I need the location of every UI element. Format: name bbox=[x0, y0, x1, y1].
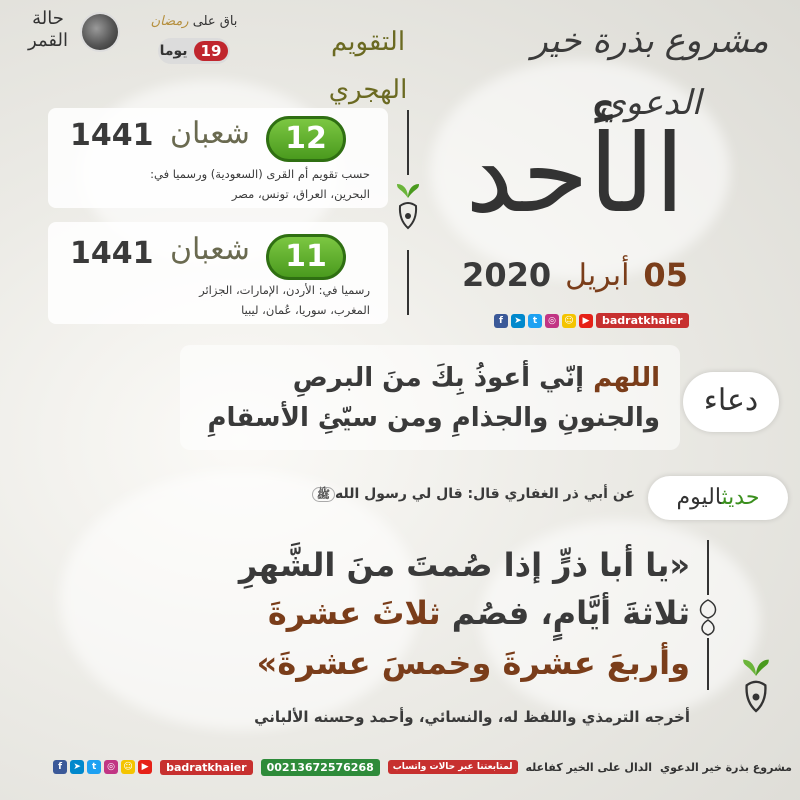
hijri-note-line1: رسميا في: الأردن، الإمارات، الجزائر bbox=[199, 283, 370, 297]
telegram-icon[interactable]: ➤ bbox=[70, 760, 84, 774]
ramadan-countdown bbox=[148, 12, 240, 70]
hijri-note-line2: البحرين، العراق، تونس، مصر bbox=[231, 187, 370, 201]
dua-panel bbox=[180, 345, 680, 450]
hijri-year: 1441 bbox=[70, 118, 154, 153]
badra-logo-icon bbox=[740, 655, 772, 725]
facebook-icon[interactable]: f bbox=[53, 760, 67, 774]
salutation-mark: ﷺ bbox=[312, 487, 335, 502]
hadith-intro bbox=[308, 486, 635, 504]
ramadan-prefix: باق على bbox=[192, 14, 238, 29]
gregorian-month: أبريل bbox=[565, 257, 630, 293]
hadith-line-3-end: عشرةَ» bbox=[256, 644, 371, 682]
youtube-icon[interactable]: ▶ bbox=[579, 314, 593, 328]
calendar-title: التقويم الهجري bbox=[328, 27, 408, 105]
footer-handle[interactable]: badratkhaier bbox=[160, 760, 253, 775]
hadith-line-3-highlight: وأربعَ عشرةَ وخمسَ bbox=[370, 644, 690, 682]
hijri-day-badge: 12 bbox=[266, 116, 346, 162]
divider-line bbox=[407, 250, 409, 315]
telegram-icon[interactable]: ➤ bbox=[511, 314, 525, 328]
hadith-label-a: حديث bbox=[721, 485, 760, 510]
footer-contact-label: لمتابعتنا عبر حالات واتساب bbox=[388, 760, 518, 774]
snapchat-icon[interactable]: ☺ bbox=[562, 314, 576, 328]
footer-project: مشروع بذرة خير الدعوي bbox=[659, 760, 792, 774]
hijri-date-card-2 bbox=[48, 222, 388, 324]
gregorian-year: 2020 bbox=[462, 256, 552, 294]
hadith-label bbox=[648, 476, 788, 520]
project-title: مشروع بذرة خير الدعوي bbox=[531, 21, 769, 123]
footer-motto: الدال على الخير كفاعله bbox=[525, 760, 652, 774]
hijri-month: شعبان bbox=[170, 116, 250, 151]
facebook-icon[interactable]: f bbox=[494, 314, 508, 328]
ramadan-word: رمضان bbox=[150, 14, 189, 29]
twitter-icon[interactable]: t bbox=[87, 760, 101, 774]
instagram-icon[interactable]: ◎ bbox=[104, 760, 118, 774]
weekday-name: الأحد bbox=[465, 112, 685, 237]
hadith-source: أخرجه الترمذي واللفظ له، والنسائي، وأحمد وحسنه الألباني bbox=[254, 708, 690, 726]
moon-label: حالة القمر bbox=[28, 8, 68, 51]
hijri-note-line2: المغرب، سوريا، عُمان، ليبيا bbox=[241, 303, 370, 317]
gregorian-day: 05 bbox=[643, 256, 688, 294]
dua-line-1 bbox=[293, 363, 660, 393]
hijri-month: شعبان bbox=[170, 232, 250, 267]
hijri-year: 1441 bbox=[70, 236, 154, 271]
hijri-day-badge: 11 bbox=[266, 234, 346, 280]
dua-line-1-text: إنّي أعوذُ بِكَ منَ البرصِ bbox=[292, 363, 594, 393]
youtube-icon[interactable]: ▶ bbox=[138, 760, 152, 774]
hadith-intro-text: عن أبي ذر الغفاري قال: قال لي رسول الله bbox=[335, 486, 635, 502]
instagram-icon[interactable]: ◎ bbox=[545, 314, 559, 328]
dua-highlight: اللهم bbox=[593, 363, 660, 393]
hadith-line-2-highlight: ثلاثَ عشرةَ bbox=[267, 594, 441, 632]
hadith-label-b: اليوم bbox=[676, 485, 722, 510]
twitter-icon[interactable]: t bbox=[528, 314, 542, 328]
dua-line-2: والجنونِ والجذامِ ومن سيّئِ الأسقامِ bbox=[207, 403, 660, 433]
ramadan-days-unit: يوما bbox=[159, 43, 188, 59]
ramadan-days-number: 19 bbox=[194, 41, 229, 61]
snapchat-icon[interactable]: ☺ bbox=[121, 760, 135, 774]
social-handle[interactable]: badratkhaier bbox=[596, 313, 689, 328]
ramadan-count-badge bbox=[158, 38, 230, 64]
hijri-date-card-1 bbox=[48, 108, 388, 208]
ramadan-label bbox=[148, 14, 240, 29]
hadith-line-2 bbox=[268, 594, 690, 632]
social-bar bbox=[494, 313, 689, 328]
footer-bar bbox=[0, 754, 800, 780]
badra-logo-icon bbox=[395, 180, 421, 240]
divider-line bbox=[407, 110, 409, 175]
dua-label: دعاء bbox=[683, 372, 779, 432]
hijri-note-line1: حسب تقويم أم القرى (السعودية) ورسميا في: bbox=[150, 167, 370, 181]
footer-social-icons bbox=[53, 760, 152, 774]
hadith-line-2-text: ثلاثةَ أيَّامٍ، فصُم bbox=[440, 594, 690, 632]
footer-phone[interactable]: 00213672576268 bbox=[261, 759, 380, 776]
hadith-line-1: «يا أبا ذرٍّ إذا صُمتَ منَ الشَّهرِ bbox=[238, 546, 690, 584]
gregorian-date bbox=[445, 250, 705, 300]
moon-phase-icon bbox=[82, 14, 118, 50]
ornament-divider-icon bbox=[696, 540, 720, 690]
hadith-line-3 bbox=[257, 644, 690, 682]
